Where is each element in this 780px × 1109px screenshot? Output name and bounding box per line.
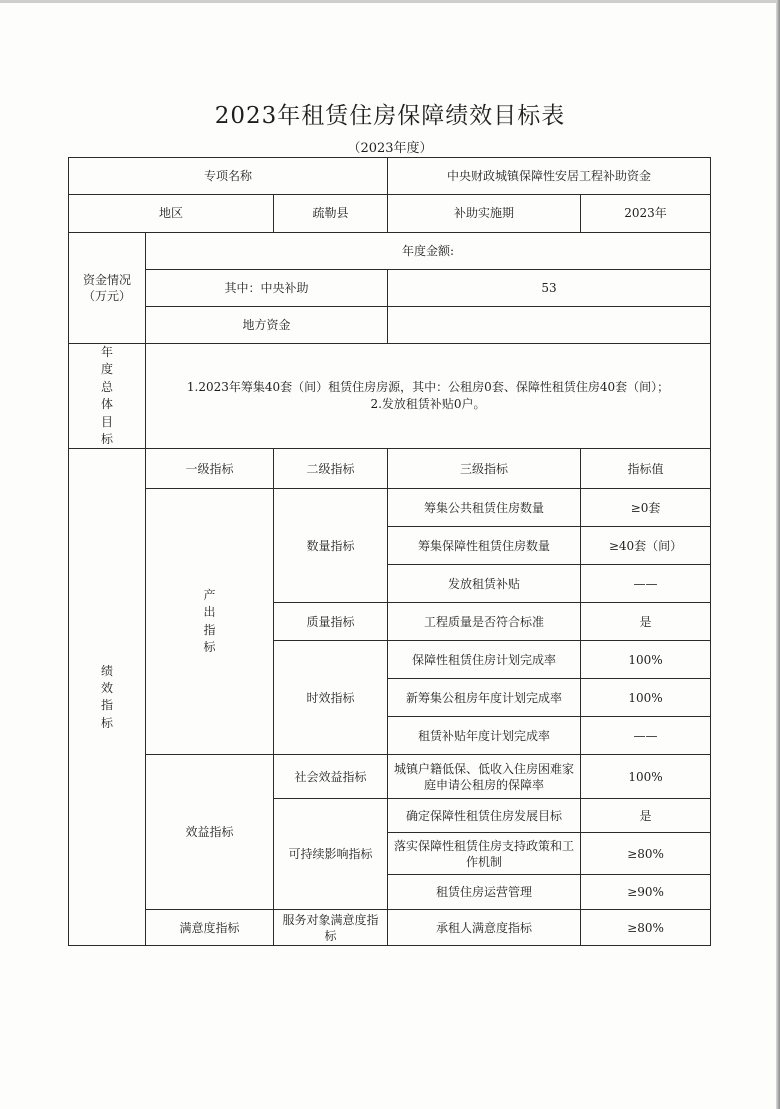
quantity-indicator-label: 数量指标 — [274, 489, 388, 603]
scan-right-edge — [776, 0, 780, 1109]
indicator-name: 新筹集公租房年度计划完成率 — [388, 679, 581, 717]
indicator-value: 100% — [581, 679, 711, 717]
indicator-value: 100% — [581, 755, 711, 799]
scan-top-edge — [0, 0, 780, 3]
annual-amount-label: 年度金额: — [146, 233, 711, 270]
indicator-name: 落实保障性租赁住房支持政策和工作机制 — [388, 833, 581, 875]
indicator-row — [69, 489, 711, 527]
indicator-value: ≥80% — [581, 833, 711, 875]
indicator-name: 筹集保障性租赁住房数量 — [388, 527, 581, 565]
page-title: 2023年租赁住房保障绩效目标表 — [214, 103, 566, 129]
local-funds-value — [388, 307, 711, 344]
indicator-name: 筹集公共租赁住房数量 — [388, 489, 581, 527]
output-indicator-cell — [146, 489, 274, 755]
region-label: 地区 — [69, 195, 274, 233]
indicator-row — [69, 910, 711, 946]
indicator-value: 是 — [581, 799, 711, 833]
central-subsidy-label: 其中：中央补助 — [146, 270, 388, 307]
perf-label-cell — [69, 449, 146, 946]
sustain-indicator-label: 可持续影响指标 — [274, 799, 388, 910]
page-subtitle: （2023年度） — [347, 141, 433, 156]
indicator-value: —— — [581, 565, 711, 603]
perf-header-row — [69, 449, 711, 489]
project-row — [69, 158, 711, 195]
social-indicator-label: 社会效益指标 — [274, 755, 388, 799]
goal-line-2: 2.发放租赁补贴0户。 — [370, 397, 486, 412]
local-funds-label: 地方资金 — [146, 307, 388, 344]
project-value: 中央财政城镇保障性安居工程补助资金 — [388, 158, 711, 195]
header-level-3: 三级指标 — [388, 449, 581, 489]
satisfaction-indicator-label: 满意度指标 — [146, 910, 274, 946]
output-indicator-label: 产出指标 — [203, 588, 216, 655]
funds-annual-row — [69, 233, 711, 270]
indicator-value: ≥40套（间） — [581, 527, 711, 565]
goal-label: 年度总体目标 — [100, 345, 113, 446]
indicator-name: 租赁住房运营管理 — [388, 875, 581, 910]
goal-label-cell — [69, 344, 146, 449]
indicator-name: 确定保障性租赁住房发展目标 — [388, 799, 581, 833]
indicator-name: 保障性租赁住房计划完成率 — [388, 641, 581, 679]
goal-row — [69, 344, 711, 449]
service-satisfaction-label: 服务对象满意度指标 — [274, 910, 388, 946]
performance-target-table — [68, 157, 711, 946]
indicator-name: 租赁补贴年度计划完成率 — [388, 717, 581, 755]
indicator-name: 城镇户籍低保、低收入住房困难家庭申请公租房的保障率 — [388, 755, 581, 799]
funds-label: 资金情况（万元） — [69, 233, 146, 344]
indicator-value: 100% — [581, 641, 711, 679]
period-label: 补助实施期 — [388, 195, 581, 233]
indicator-value: ≥90% — [581, 875, 711, 910]
indicator-name: 发放租赁补贴 — [388, 565, 581, 603]
central-subsidy-value: 53 — [388, 270, 711, 307]
indicator-name: 工程质量是否符合标准 — [388, 603, 581, 641]
funds-central-row — [69, 270, 711, 307]
indicator-value: —— — [581, 717, 711, 755]
region-row — [69, 195, 711, 233]
indicator-name: 承租人满意度指标 — [388, 910, 581, 946]
indicator-value: ≥80% — [581, 910, 711, 946]
period-value: 2023年 — [581, 195, 711, 233]
header-value: 指标值 — [581, 449, 711, 489]
region-value: 疏勒县 — [274, 195, 388, 233]
funds-local-row — [69, 307, 711, 344]
benefit-indicator-label: 效益指标 — [146, 755, 274, 910]
header-level-2: 二级指标 — [274, 449, 388, 489]
goal-text — [146, 344, 711, 449]
indicator-value: 是 — [581, 603, 711, 641]
header-level-1: 一级指标 — [146, 449, 274, 489]
goal-line-1: 1.2023年筹集40套（间）租赁住房房源，其中：公租房0套、保障性租赁住房40套（间）； — [186, 379, 670, 394]
indicator-row — [69, 755, 711, 799]
timeliness-indicator-label: 时效指标 — [274, 641, 388, 755]
quality-indicator-label: 质量指标 — [274, 603, 388, 641]
project-label: 专项名称 — [69, 158, 388, 195]
perf-label: 绩效指标 — [100, 663, 113, 730]
indicator-value: ≥0套 — [581, 489, 711, 527]
